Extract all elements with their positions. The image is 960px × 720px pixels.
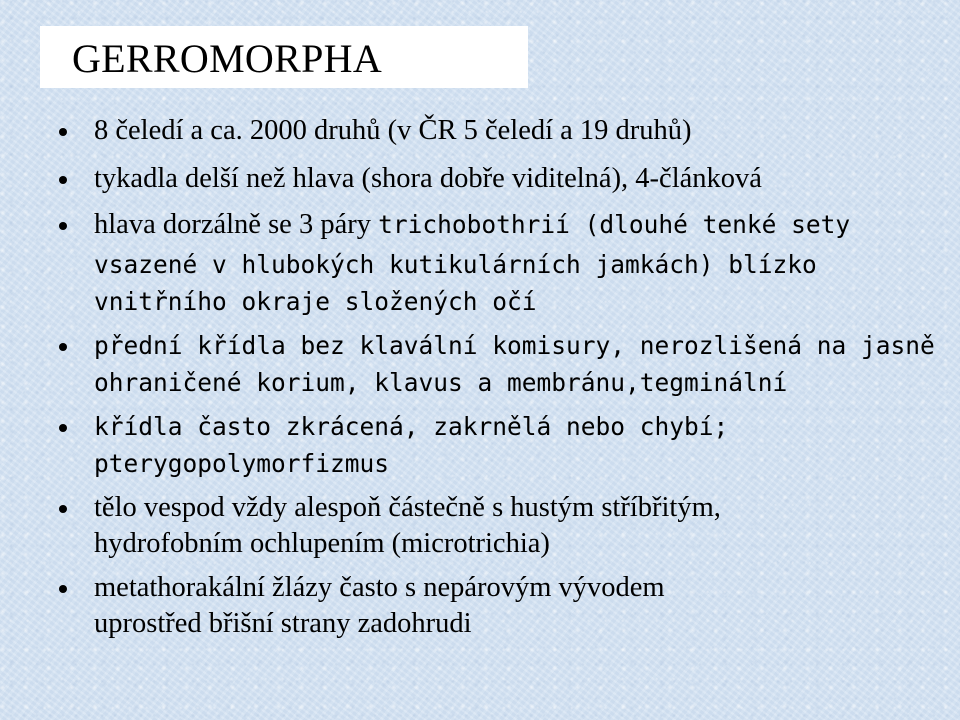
bullet-item-wings [56,409,936,482]
bullet-item-glands [56,570,936,642]
bullet-item-antennae [56,161,936,201]
bullet-dot [59,222,67,230]
bullet-text-line1: křídla často zkrácená, zakrnělá nebo chybí; [94,412,729,441]
bullet-text-line1: přední křídla bez klavální komisury, nerozlišená na jasně [94,331,935,360]
bullet-item-head [56,207,936,320]
bullet-dot [59,505,67,513]
bullet-dot [59,585,67,593]
bullet-text-line2: vsazené v hlubokých kutikulárních jamkách) blízko [94,250,817,279]
bullet-dot [59,343,67,351]
bullet-dot [59,424,67,432]
bullet-text-line2: hydrofobním ochlupením (microtrichia) [94,528,550,559]
bullet-text-start: hlava dorzálně se 3 páry [94,209,379,240]
slide-title: GERROMORPHA [72,36,383,81]
bullet-text-line3: vnitřního okraje složených očí [94,286,537,316]
bullet-text: tykadla delší než hlava (shora dobře viditelná), 4-článková [94,163,762,194]
bullet-list [56,113,936,652]
bullet-text-line2: ohraničené korium, klavus a membránu,tegminální [94,367,788,397]
bullet-dot [59,176,67,184]
bullet-text: 8 čeledí a ca. 2000 druhů (v ČR 5 čeledí a 19 druhů) [94,115,692,146]
bullet-item-forewings [56,328,936,401]
bullet-text-line1: tělo vespod vždy alespoň částečně s hustým stříbřitým, [94,492,721,523]
bullet-dot [59,128,67,136]
bullet-text-line1: trichobothrií (dlouhé tenké sety [378,210,851,239]
bullet-text-line2: uprostřed břišní strany zadohrudi [94,608,472,639]
bullet-text-line2: pterygopolymorfizmus [94,448,390,478]
bullet-item-families [56,113,936,153]
bullet-item-body [56,490,936,562]
bullet-text-line1: metathorakální žlázy často s nepárovým vývodem [94,572,665,603]
